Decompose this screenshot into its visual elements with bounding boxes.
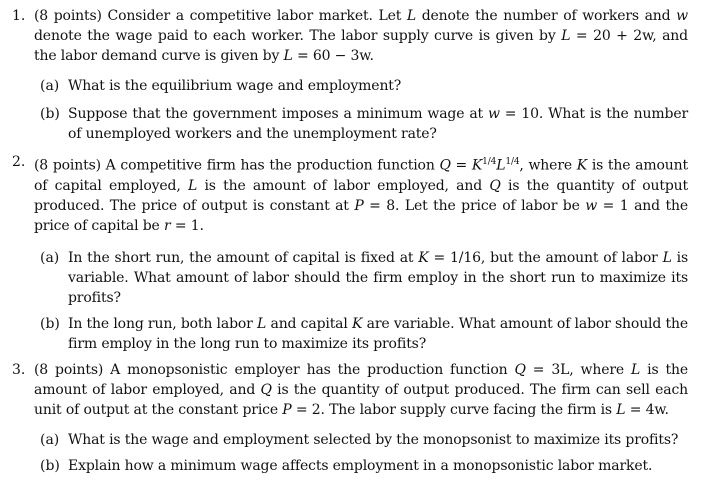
subquestion-text: What is the wage and employment selected by the monopsonist to maximize its profits? [68,432,679,448]
problem-number: 2. [12,154,26,170]
subquestion-b [40,104,688,144]
problem-number: 1. [12,8,26,24]
subquestion-label: (b) [40,106,60,122]
problem-number: 3. [12,362,26,378]
subquestion-text: In the long run, both labor L and capital K are variable. What amount of labor should the firm employ in the long run to maximize its profits? [68,315,688,352]
problem-text: (8 points) Consider a competitive labor market. Let L denote the number of workers and w denote the wage paid to each worker. The labor supply curve is given by L = 20 + 2w, and the labor demand curve is given by L = 60 − 3w. [34,8,688,64]
subquestion-a [40,430,688,450]
subquestion-text: Explain how a minimum wage affects employment in a monopsonistic labor market. [68,458,653,474]
subquestion-label: (b) [40,315,60,332]
subquestion-label: (b) [40,458,60,474]
subquestion-text: What is the equilibrium wage and employment? [68,78,402,94]
problem-1 [12,6,688,144]
subquestion-a [40,76,688,96]
subquestion-label: (a) [40,249,60,266]
problem-text: (8 points) A monopsonistic employer has the production function Q = 3L, where L is the amount of labor employed, and Q is the quantity of output produced. The firm can sell each unit of output at the constant price P = 2. The labor supply curve facing the firm is L = 4w. [34,362,688,418]
subquestion-b [40,314,688,354]
subquestion-label: (a) [40,432,60,448]
subquestion-text: Suppose that the government imposes a minimum wage at w = 10. What is the number of unemployed workers and the unemployment rate? [68,106,688,142]
subquestion-a [40,248,688,308]
subquestion-text: In the short run, the amount of capital is fixed at K = 1/16, but the amount of labor L is variable. What amount of labor should the firm employ in the short run to maximize its profits? [68,249,689,306]
problem-2 [12,152,688,354]
subquestion-b [40,456,688,476]
problem-3 [12,360,688,476]
problem-text: (8 points) A competitive firm has the production function $Q = K^{1/4}L^{1/4}$, where K is the amount of capital employed, L is the amount of labor employed, and Q is the quantity of output produced. The price of output is constant at P = 8. Let the price of labor be w = 1 and the price of capital be r = 1. [34,157,689,234]
subquestion-label: (a) [40,78,60,94]
